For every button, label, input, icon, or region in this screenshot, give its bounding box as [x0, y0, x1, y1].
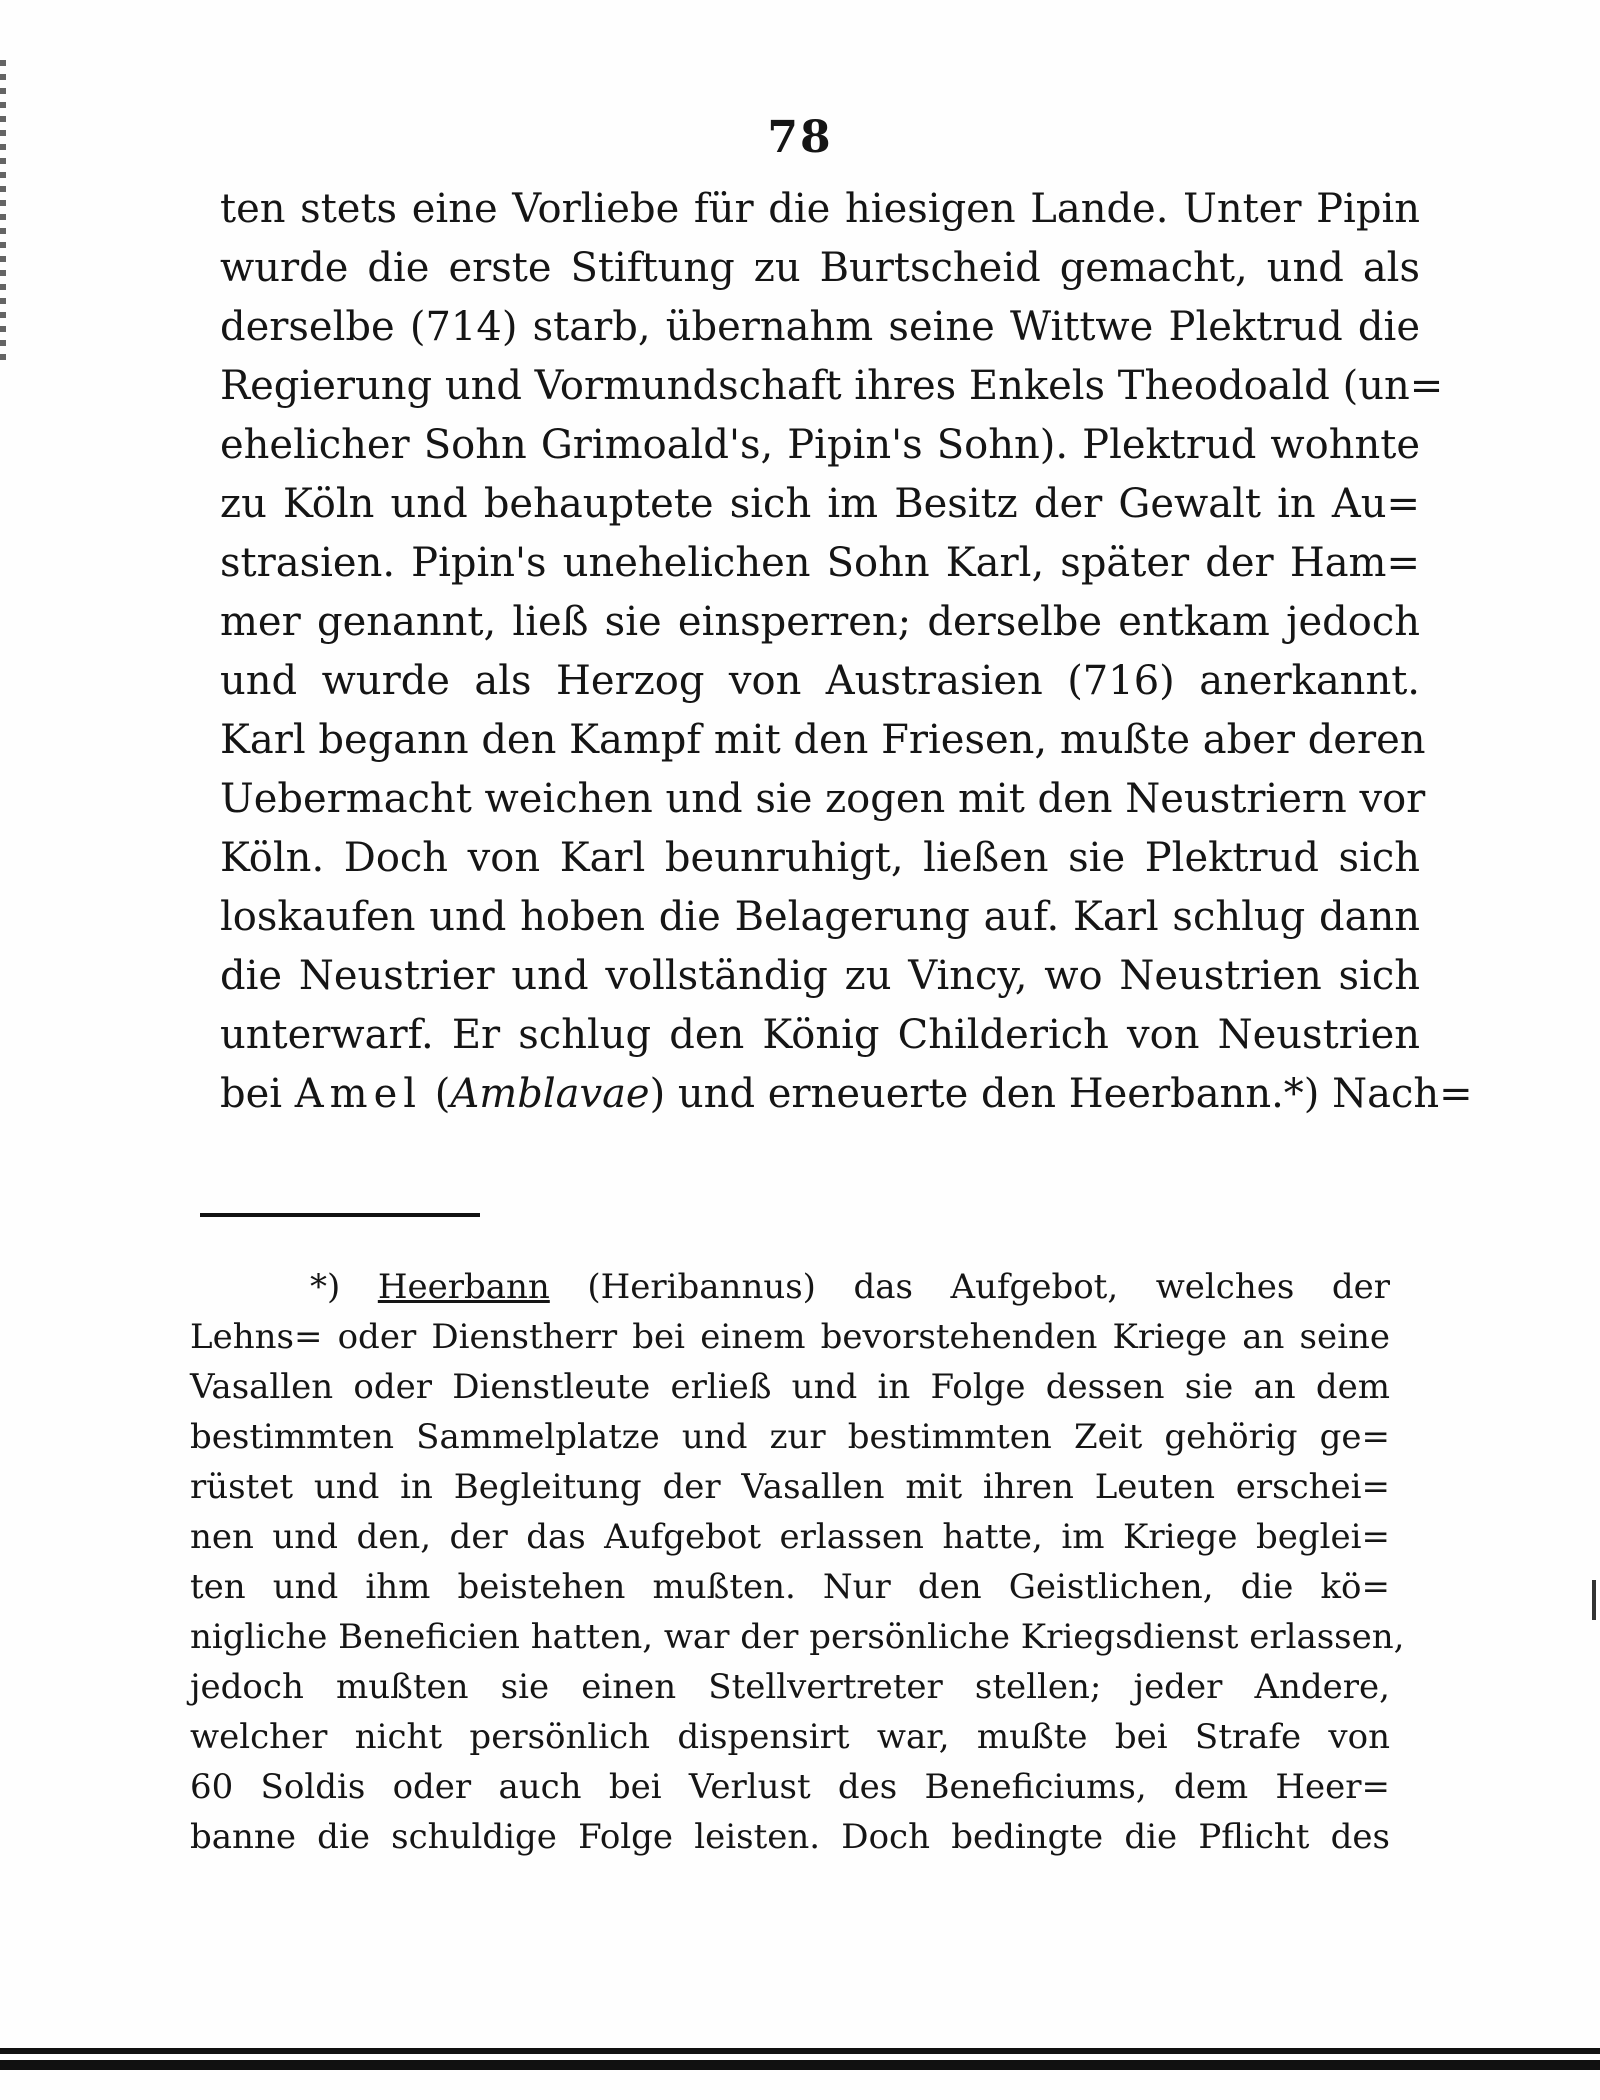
footnote-marker: *) — [310, 1267, 378, 1307]
footnote-line: nen und den, der das Aufgebot erlassen hatte, im Kriege beglei= — [190, 1517, 1390, 1557]
text-fragment: bei — [220, 1071, 295, 1117]
page-edge-left — [0, 60, 6, 360]
footnote-line: 60 Soldis oder auch bei Verlust des Beneficiums, dem Heer= — [190, 1767, 1390, 1807]
text-line: Uebermacht weichen und sie zogen mit den Neustriern vor — [220, 776, 1426, 822]
text-line: Köln. Doch von Karl beunruhigt, ließen sie Plektrud sich — [220, 835, 1420, 881]
footnote-term: Heerbann — [377, 1267, 550, 1307]
text-fragment: (Heribannus) das Aufgebot, welches der — [549, 1267, 1390, 1307]
footnote-line: banne die schuldige Folge leisten. Doch bedingte die Pflicht des — [190, 1817, 1390, 1857]
text-line: Regierung und Vormundschaft ihres Enkels Theodoald (un= — [220, 363, 1444, 409]
text-line: zu Köln und behauptete sich im Besitz der Gewalt in Au= — [220, 481, 1420, 527]
text-fragment: ) und erneuerte den Heerbann.*) Nach= — [649, 1071, 1473, 1117]
footnote-block — [190, 1262, 1405, 1862]
bottom-rule-thick — [0, 2060, 1600, 2070]
footnote-line-first — [190, 1262, 1390, 1312]
footnote-line: ten und ihm beistehen mußten. Nur den Geistlichen, die kö= — [190, 1567, 1390, 1607]
main-text-block — [220, 180, 1473, 1124]
text-line: wurde die erste Stiftung zu Burtscheid gemacht, und als — [220, 245, 1420, 291]
text-line: und wurde als Herzog von Austrasien (716) anerkannt. — [220, 658, 1420, 704]
text-line: ehelicher Sohn Grimoald's, Pipin's Sohn). Plektrud wohnte — [220, 422, 1420, 468]
bottom-rule-thin — [0, 2048, 1600, 2054]
footnote-line: bestimmten Sammelplatze und zur bestimmten Zeit gehörig ge= — [190, 1417, 1390, 1457]
spaced-name-amel: Amel — [294, 1071, 423, 1117]
text-line-last — [220, 1065, 1473, 1124]
page-edge-mark — [1592, 1580, 1596, 1620]
text-line: derselbe (714) starb, übernahm seine Wittwe Plektrud die — [220, 304, 1420, 350]
footnote-line: Vasallen oder Dienstleute erließ und in Folge dessen sie an dem — [190, 1367, 1390, 1407]
footnote-line: jedoch mußten sie einen Stellvertreter stellen; jeder Andere, — [190, 1667, 1390, 1707]
latin-term-amblavae: Amblavae — [450, 1071, 650, 1117]
text-line: mer genannt, ließ sie einsperren; derselbe entkam jedoch — [220, 599, 1420, 645]
text-fragment: ( — [422, 1071, 451, 1117]
footnote-line: rüstet und in Begleitung der Vasallen mit ihren Leuten erschei= — [190, 1467, 1390, 1507]
text-line: unterwarf. Er schlug den König Childerich von Neustrien — [220, 1012, 1420, 1058]
page-number: 78 — [767, 112, 833, 163]
footnote-line: welcher nicht persönlich dispensirt war, mußte bei Strafe von — [190, 1717, 1390, 1757]
text-line: die Neustrier und vollständig zu Vincy, wo Neustrien sich — [220, 953, 1420, 999]
footnote-line: nigliche Beneficien hatten, war der persönliche Kriegsdienst erlassen, — [190, 1617, 1405, 1657]
text-line: strasien. Pipin's unehelichen Sohn Karl, später der Ham= — [220, 540, 1420, 586]
text-line: ten stets eine Vorliebe für die hiesigen Lande. Unter Pipin — [220, 186, 1420, 232]
footnote-line: Lehns= oder Dienstherr bei einem bevorstehenden Kriege an seine — [190, 1317, 1390, 1357]
bottom-border-rules — [0, 2048, 1600, 2078]
footnote-separator — [200, 1213, 480, 1217]
text-line: loskaufen und hoben die Belagerung auf. Karl schlug dann — [220, 894, 1420, 940]
text-line: Karl begann den Kampf mit den Friesen, mußte aber deren — [220, 717, 1426, 763]
